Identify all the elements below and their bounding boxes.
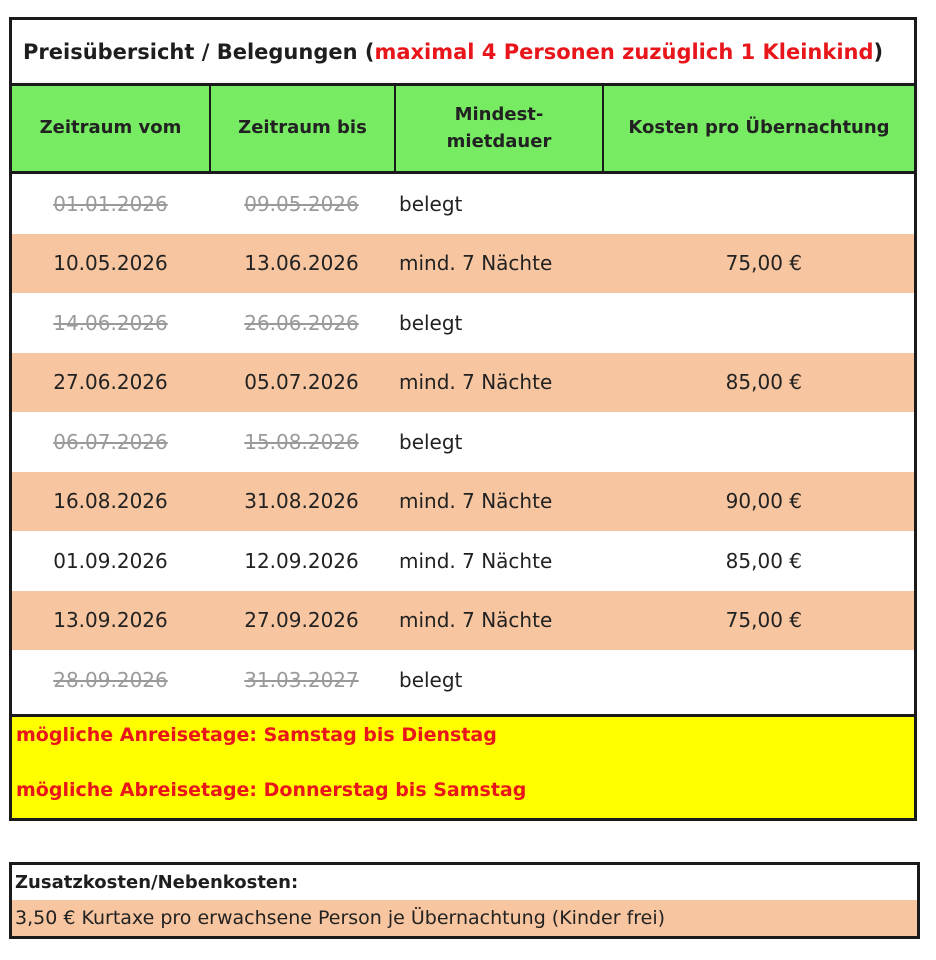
cell-from: 01.09.2026 [53,548,168,573]
cell-from: 01.01.2026 [53,191,168,216]
cell-cost: 90,00 € [725,489,802,514]
tourist-tax-note: 3,50 € Kurtaxe pro erwachsene Person je Übernachtung (Kinder frei) [12,900,917,936]
header-minimum-stay [394,86,602,171]
table-row [12,412,914,472]
additional-costs-box [9,862,920,939]
header-period-to: Zeitraum bis [209,86,394,171]
cell-minimum-stay: mind. 7 Nächte [399,548,553,573]
title-prefix: Preisübersicht / Belegungen ( [23,39,375,64]
cell-from: 27.06.2026 [53,370,168,395]
cell-to: 09.05.2026 [244,191,359,216]
cell-minimum-stay: belegt [399,310,463,335]
cell-to: 15.08.2026 [244,429,359,454]
cell-cost: 75,00 € [725,251,802,276]
cell-from: 13.09.2026 [53,608,168,633]
header-period-from: Zeitraum vom [39,117,182,139]
cell-cost: 85,00 € [725,548,802,573]
cell-to: 27.09.2026 [244,608,359,633]
cell-minimum-stay: belegt [399,429,463,454]
price-table [9,17,917,821]
title-occupancy-limit: maximal 4 Personen zuzüglich 1 Kleinkind [374,39,874,64]
arrival-days-note: mögliche Anreisetage: Samstag bis Dienstag [16,724,497,746]
table-row [12,293,914,353]
cell-minimum-stay: mind. 7 Nächte [399,370,553,395]
cell-minimum-stay: mind. 7 Nächte [399,608,553,633]
cell-to: 26.06.2026 [244,310,359,335]
header-minimum-stay-line2: mietdauer [446,130,552,152]
arrival-departure-notes [12,714,914,818]
cell-to: 13.06.2026 [244,251,359,276]
table-row [12,591,914,651]
cell-minimum-stay: belegt [399,191,463,216]
cell-to: 31.08.2026 [244,489,359,514]
cell-cost: 75,00 € [725,608,802,633]
additional-costs-title: Zusatzkosten/Nebenkosten: [15,872,299,893]
cell-minimum-stay: belegt [399,667,463,692]
header-minimum-stay-line1: Mindest- [454,104,544,126]
table-header [12,86,914,174]
header-cost-per-night: Kosten pro Übernachtung [602,86,914,171]
table-row [12,650,914,710]
cell-from: 14.06.2026 [53,310,168,335]
cell-from: 28.09.2026 [53,667,168,692]
table-row [12,234,914,294]
table-row [12,531,914,591]
table-row [12,174,914,234]
table-body [12,174,914,710]
cell-minimum-stay: mind. 7 Nächte [399,251,553,276]
cell-from: 16.08.2026 [53,489,168,514]
cell-cost: 85,00 € [725,370,802,395]
title-suffix: ) [873,39,884,64]
cell-from: 06.07.2026 [53,429,168,454]
table-row [12,353,914,413]
cell-minimum-stay: mind. 7 Nächte [399,489,553,514]
cell-to: 31.03.2027 [244,667,359,692]
table-row [12,472,914,532]
cell-to: 12.09.2026 [244,548,359,573]
cell-from: 10.05.2026 [53,251,168,276]
table-title [12,20,914,86]
departure-days-note: mögliche Abreisetage: Donnerstag bis Samstag [16,779,527,801]
cell-to: 05.07.2026 [244,370,359,395]
